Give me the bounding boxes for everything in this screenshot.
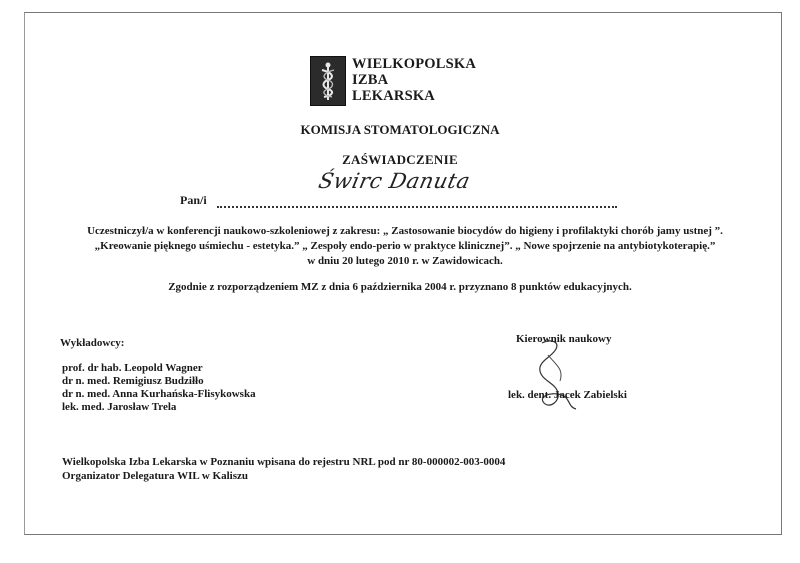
lecturers-list [62,362,256,414]
lecturer-item: dr n. med. Anna Kurhańska-Flisykowska [62,388,256,400]
footer-line-1: Wielkopolska Izba Lekarska w Poznaniu wpisana do rejestru NRL pod nr 80-000002-003-0004 [62,456,506,468]
chamber-logo [310,56,476,106]
recipient-row [180,169,617,208]
recipient-handwritten-name: Świrc Danuta [316,169,473,193]
lecturer-item: lek. med. Jarosław Trela [62,401,177,413]
footer-line-2: Organizator Delegatura WIL w Kaliszu [62,470,248,482]
lecturer-item: prof. dr hab. Leopold Wagner [62,362,203,374]
logo-text [352,56,476,104]
logo-line-1: WIELKOPOLSKA [352,56,477,72]
certificate-title: ZAŚWIADCZENIE [342,152,458,167]
logo-line-2: IZBA [352,72,389,88]
handwritten-signature [520,335,590,415]
participation-line-1: Uczestniczył/a w konferencji naukowo-szkoleniowej z zakresu: „ Zastosowanie biocydów do higieny i profilaktyki chorób jamy ustnej ”. [87,225,723,237]
participation-line-3: w dniu 20 lutego 2010 r. w Zawidowicach. [307,255,503,267]
recipient-label: Pan/i [180,193,207,207]
footer-text [62,455,505,483]
lecturer-item: dr n. med. Remigiusz Budziłło [62,375,204,387]
decree-text: Zgodnie z rozporządzeniem MZ z dnia 6 października 2004 r. przyznano 8 punktów edukacyjnych. [168,281,632,293]
lecturers-heading: Wykładowcy: [60,337,125,349]
recipient-dotted-line [217,169,617,208]
participation-line-2: „Kreowanie pięknego uśmiechu - estetyka.” „ Zespoły endo-perio w praktyce klinicznej”. „ Nowe spojrzenie na antybiotykoterapię.” [94,240,716,252]
medical-caduceus-icon [310,56,346,106]
participation-text [60,224,750,269]
scientific-head-name: lek. dent. Jacek Zabielski [508,389,627,401]
logo-line-3: LEKARSKA [352,88,435,104]
committee-heading: KOMISJA STOMATOLOGICZNA [300,122,500,137]
scientific-head-title: Kierownik naukowy [516,333,612,345]
